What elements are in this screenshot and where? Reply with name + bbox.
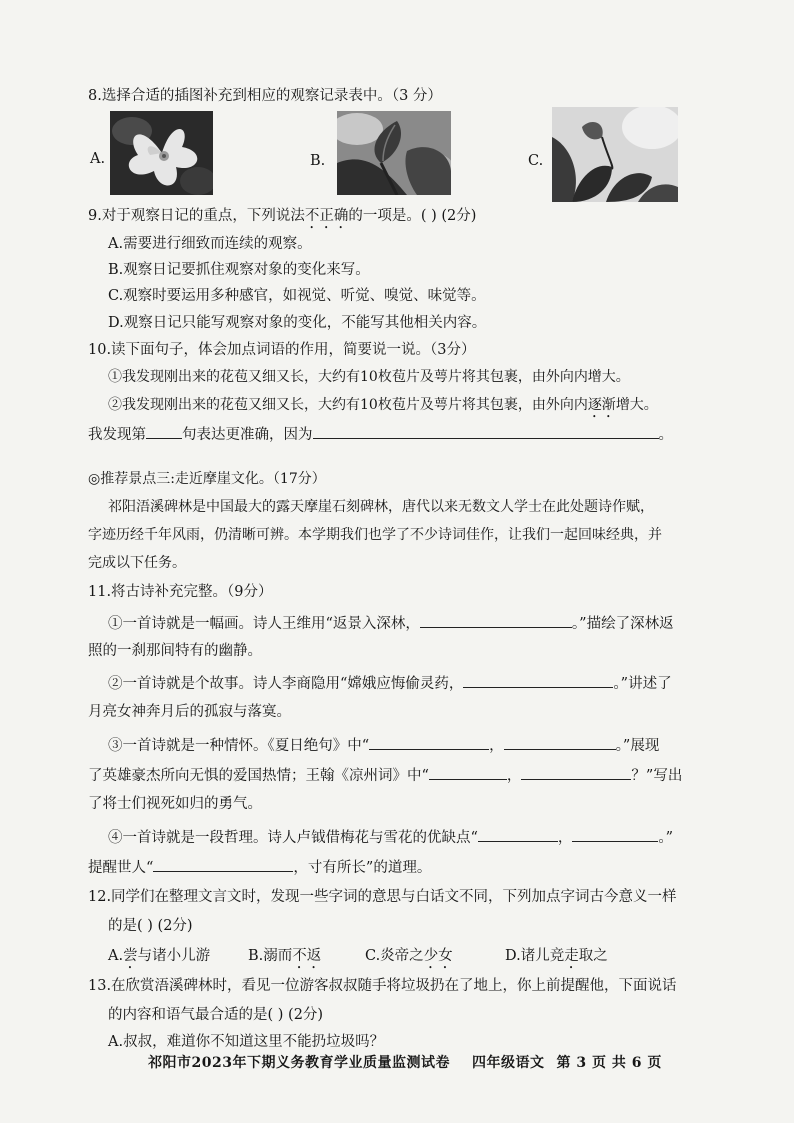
q11-item-2: ②一首诗就是个故事。诗人李商隐用“嫦娥应悔偷灵药， 。”讲述了 — [108, 672, 672, 694]
q10-blank-number[interactable] — [146, 423, 182, 439]
q8-stem: 8.选择合适的插图补充到相应的观察记录表中。（3 分） — [88, 88, 442, 104]
q9-option-b: B.观察日记要抓住观察对象的变化来写。 — [108, 262, 370, 278]
q11-blank-4b[interactable] — [572, 826, 658, 842]
photo-camellia-leaves — [552, 107, 678, 202]
section-intro-line-3: 完成以下任务。 — [88, 555, 186, 571]
q10-emphasis: 逐渐 — [587, 397, 616, 413]
footer-subject: 四年级语文 — [471, 1055, 545, 1071]
q9-option-c: C.观察时要运用多种感官，如视觉、听觉、嗅觉、味觉等。 — [108, 288, 486, 304]
q11-blank-3a[interactable] — [369, 734, 489, 750]
q11-item-1-cont: 照的一刹那间特有的幽静。 — [88, 643, 262, 659]
q11-item-3-end: 了将士们视死如归的勇气。 — [88, 796, 262, 812]
q12-option-b: B.溺而不返 — [248, 948, 322, 964]
q9-option-d: D.观察日记只能写观察对象的变化，不能写其他相关内容。 — [108, 315, 487, 331]
q13-stem-1: 13.在欣赏浯溪碑林时，看见一位游客叔叔随手将垃圾扔在了地上，你上前提醒他，下面说话 — [88, 978, 677, 994]
q11-item-1: ①一首诗就是一幅画。诗人王维用“返景入深林， 。”描绘了深林返 — [108, 612, 674, 634]
q13-stem-2: 的内容和语气最合适的是( ) (2分) — [108, 1007, 324, 1023]
q10-answer-line: 我发现第 句表达更准确，因为 。 — [88, 423, 673, 445]
q11-blank-4a[interactable] — [478, 826, 558, 842]
q9-option-a: A.需要进行细致而连续的观察。 — [108, 236, 312, 252]
q12-option-c: C.炎帝之少女 — [365, 948, 453, 964]
q11-item-2-cont: 月亮女神奔月后的孤寂与落寞。 — [88, 704, 291, 720]
q11-blank-3d[interactable] — [521, 764, 631, 780]
q12-option-a: A.尝与诸小儿游 — [108, 948, 211, 964]
q12-stem-1: 12.同学们在整理文言文时，发现一些字词的意思与白话文不同，下列加点字词古今意义一样 — [88, 889, 677, 905]
q11-blank-4c[interactable] — [153, 856, 293, 872]
q11-stem: 11.将古诗补充完整。（9分） — [88, 584, 273, 600]
q10-sentence-2: ②我发现刚出来的花苞又细又长，大约有10枚苞片及萼片将其包裹，由外向内逐渐增大。 — [108, 397, 658, 413]
q12-option-d: D.诸儿竞走取之 — [505, 948, 608, 964]
q9-emphasis: 不正确 — [304, 208, 349, 224]
section-intro-line-1: 祁阳浯溪碑林是中国最大的露天摩崖石刻碑林，唐代以来无数文人学士在此处题诗作赋， — [108, 499, 654, 515]
q10-sentence-1: ①我发现刚出来的花苞又细又长，大约有10枚苞片及萼片将其包裹，由外向内增大。 — [108, 369, 630, 385]
photo-white-flower — [110, 111, 213, 195]
q11-blank-2[interactable] — [463, 672, 613, 688]
q8-option-c-label: C. — [528, 153, 544, 169]
q11-item-4: ④一首诗就是一段哲理。诗人卢钺借梅花与雪花的优缺点“ ， 。” — [108, 826, 673, 848]
q9-stem: 9.对于观察日记的重点，下列说法不正确的一项是。( ) (2分) — [88, 208, 477, 224]
q12-stem-2: 的是( ) (2分) — [108, 918, 193, 934]
section-title: ◎推荐景点三:走近摩崖文化。（17分） — [88, 471, 326, 487]
q11-item-4-cont: 提醒世人“ ，寸有所长”的道理。 — [88, 856, 431, 878]
q11-item-3: ③一首诗就是一种情怀。《夏日绝句》中“ ， 。”展现 — [108, 734, 659, 756]
q8-option-b-label: B. — [310, 153, 326, 169]
q10-stem: 10.读下面句子，体会加点词语的作用，简要说一说。（3分） — [88, 342, 476, 358]
q13-option-a: A.叔叔，难道你不知道这里不能扔垃圾吗？ — [108, 1034, 385, 1050]
section-intro-line-2: 字迹历经千年风雨，仍清晰可辨。本学期我们也学了不少诗词佳作，让我们一起回味经典，并 — [88, 527, 662, 543]
q10-blank-reason[interactable] — [313, 423, 659, 439]
q11-item-3-cont: 了英雄豪杰所向无惧的爱国热情；王翰《凉州词》中“ ， ？”写出 — [88, 764, 682, 786]
q8-option-a-label: A. — [90, 151, 106, 167]
q11-blank-3b[interactable] — [504, 734, 616, 750]
page-footer — [148, 1052, 662, 1072]
footer-exam-title: 祁阳市2023年下期义务教育学业质量监测试卷 — [148, 1055, 450, 1071]
q11-blank-3c[interactable] — [429, 764, 507, 780]
q11-blank-1[interactable] — [420, 612, 572, 628]
footer-page-number: 第 3 页 共 6 页 — [556, 1055, 662, 1071]
photo-flower-bud — [337, 111, 451, 195]
